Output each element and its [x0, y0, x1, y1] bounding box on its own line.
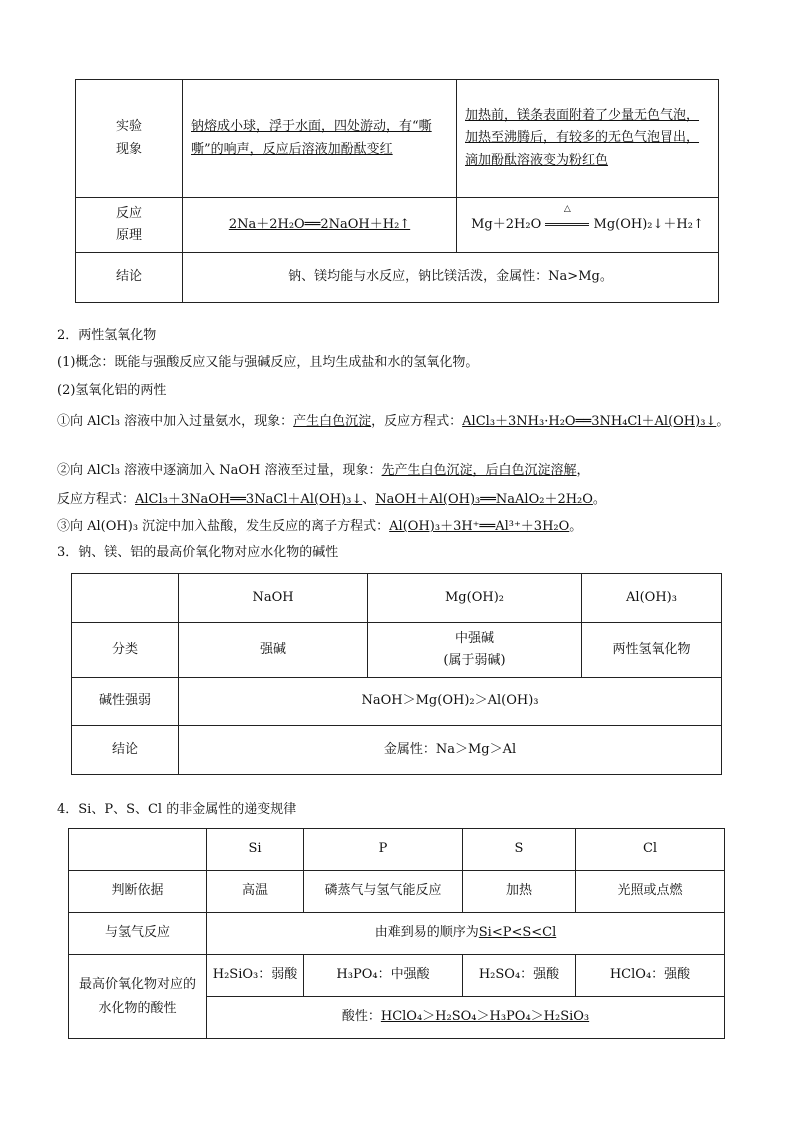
header-p: P: [304, 829, 463, 871]
header-mgoh2: Mg(OH)₂: [368, 574, 582, 623]
section4-heading: 4．Si、P、S、Cl 的非金属性的递变规律: [57, 802, 297, 817]
heating-arrow: [545, 203, 589, 236]
section3-heading: 3．钠、镁、铝的最高价氧化物对应水化物的碱性: [57, 545, 339, 560]
amphoteric-concept: (1)概念：既能与强酸反应又能与强碱反应，且均生成盐和水的氢氧化物。: [57, 355, 479, 370]
mg-equation: Mg＋2H₂O △ Mg(OH)₂↓＋H₂↑: [457, 198, 719, 253]
header-blank: [69, 829, 207, 871]
row-label-strength: 碱性强弱: [72, 678, 179, 726]
item1-paragraph: ①向 AlCl₃ 溶液中加入过量氨水，现象：产生白色沉淀，反应方程式：AlCl₃＋3NH₃·H₂O══3NH₄Cl＋Al(OH)₃↓。: [57, 414, 730, 429]
item2-paragraph: ②向 AlCl₃ 溶液中逐滴加入 NaOH 溶液至过量，现象：先产生白色沉淀，后白色沉淀溶解，: [57, 463, 590, 478]
section2-heading: 2．两性氢氧化物: [57, 328, 157, 343]
header-blank: [72, 574, 179, 623]
heating-condition: △: [563, 203, 571, 214]
cl-basis: 光照或点燃: [576, 871, 725, 913]
row-label-acidity: 最高价氧化物对应的水化物的酸性: [69, 955, 207, 1039]
mg-observation: 加热前，镁条表面附着了少量无色气泡，加热至沸腾后，有较多的无色气泡冒出，滴加酚酞溶液变为粉红色: [457, 80, 719, 198]
header-cl: Cl: [576, 829, 725, 871]
row-label-h2: 与氢气反应: [69, 913, 207, 955]
basicity-order: NaOH＞Mg(OH)₂＞Al(OH)₃: [179, 678, 722, 726]
s-acid: H₂SO₄：强酸: [463, 955, 576, 997]
item2-equations: 反应方程式：AlCl₃＋3NaOH══3NaCl＋Al(OH)₃↓、NaOH＋Al(OH)₃══NaAlO₂＋2H₂O。: [57, 492, 606, 507]
na-equation: 2Na＋2H₂O══2NaOH＋H₂↑: [183, 198, 457, 253]
header-s: S: [463, 829, 576, 871]
row-label-class: 分类: [72, 623, 179, 678]
cl-acid: HClO₄：强酸: [576, 955, 725, 997]
p-acid: H₃PO₄：中强酸: [304, 955, 463, 997]
aloh3-class: 两性氢氧化物: [582, 623, 722, 678]
row-label-basis: 判断依据: [69, 871, 207, 913]
naoh-class: 强碱: [179, 623, 368, 678]
aluminum-hydroxide-subheading: (2)氢氧化铝的两性: [57, 383, 167, 398]
p-basis: 磷蒸气与氢气能反应: [304, 871, 463, 913]
na-observation: 钠熔成小球，浮于水面，四处游动，有“嘶嘶”的响声，反应后溶液加酚酞变红: [183, 80, 457, 198]
hydroxide-basicity-table: [71, 573, 722, 775]
nonmetal-trend-table: [68, 828, 725, 1039]
metallicity-order: 金属性：Na＞Mg＞Al: [179, 726, 722, 775]
row-label-conclusion: 结论: [72, 726, 179, 775]
h2-order: 由难到易的顺序为Si<P<S<Cl: [207, 913, 725, 955]
mgoh2-class: 中强碱 (属于弱碱): [368, 623, 582, 678]
row-label-principle: 反应 原理: [76, 198, 183, 253]
s-basis: 加热: [463, 871, 576, 913]
header-aloh3: Al(OH)₃: [582, 574, 722, 623]
na-mg-conclusion: 钠、镁均能与水反应，钠比镁活泼，金属性：Na>Mg。: [183, 253, 719, 303]
item3-paragraph: ③向 Al(OH)₃ 沉淀中加入盐酸，发生反应的离子方程式：Al(OH)₃＋3H⁺══Al³⁺＋3H₂O。: [57, 519, 583, 534]
na-mg-water-table: [75, 79, 719, 303]
si-basis: 高温: [207, 871, 304, 913]
row-label-conclusion: 结论: [76, 253, 183, 303]
header-naoh: NaOH: [179, 574, 368, 623]
row-label-observation: 实验 现象: [76, 80, 183, 198]
header-si: Si: [207, 829, 304, 871]
acidity-order: 酸性：HClO₄＞H₂SO₄＞H₃PO₄＞H₂SiO₃: [207, 997, 725, 1039]
si-acid: H₂SiO₃：弱酸: [207, 955, 304, 997]
